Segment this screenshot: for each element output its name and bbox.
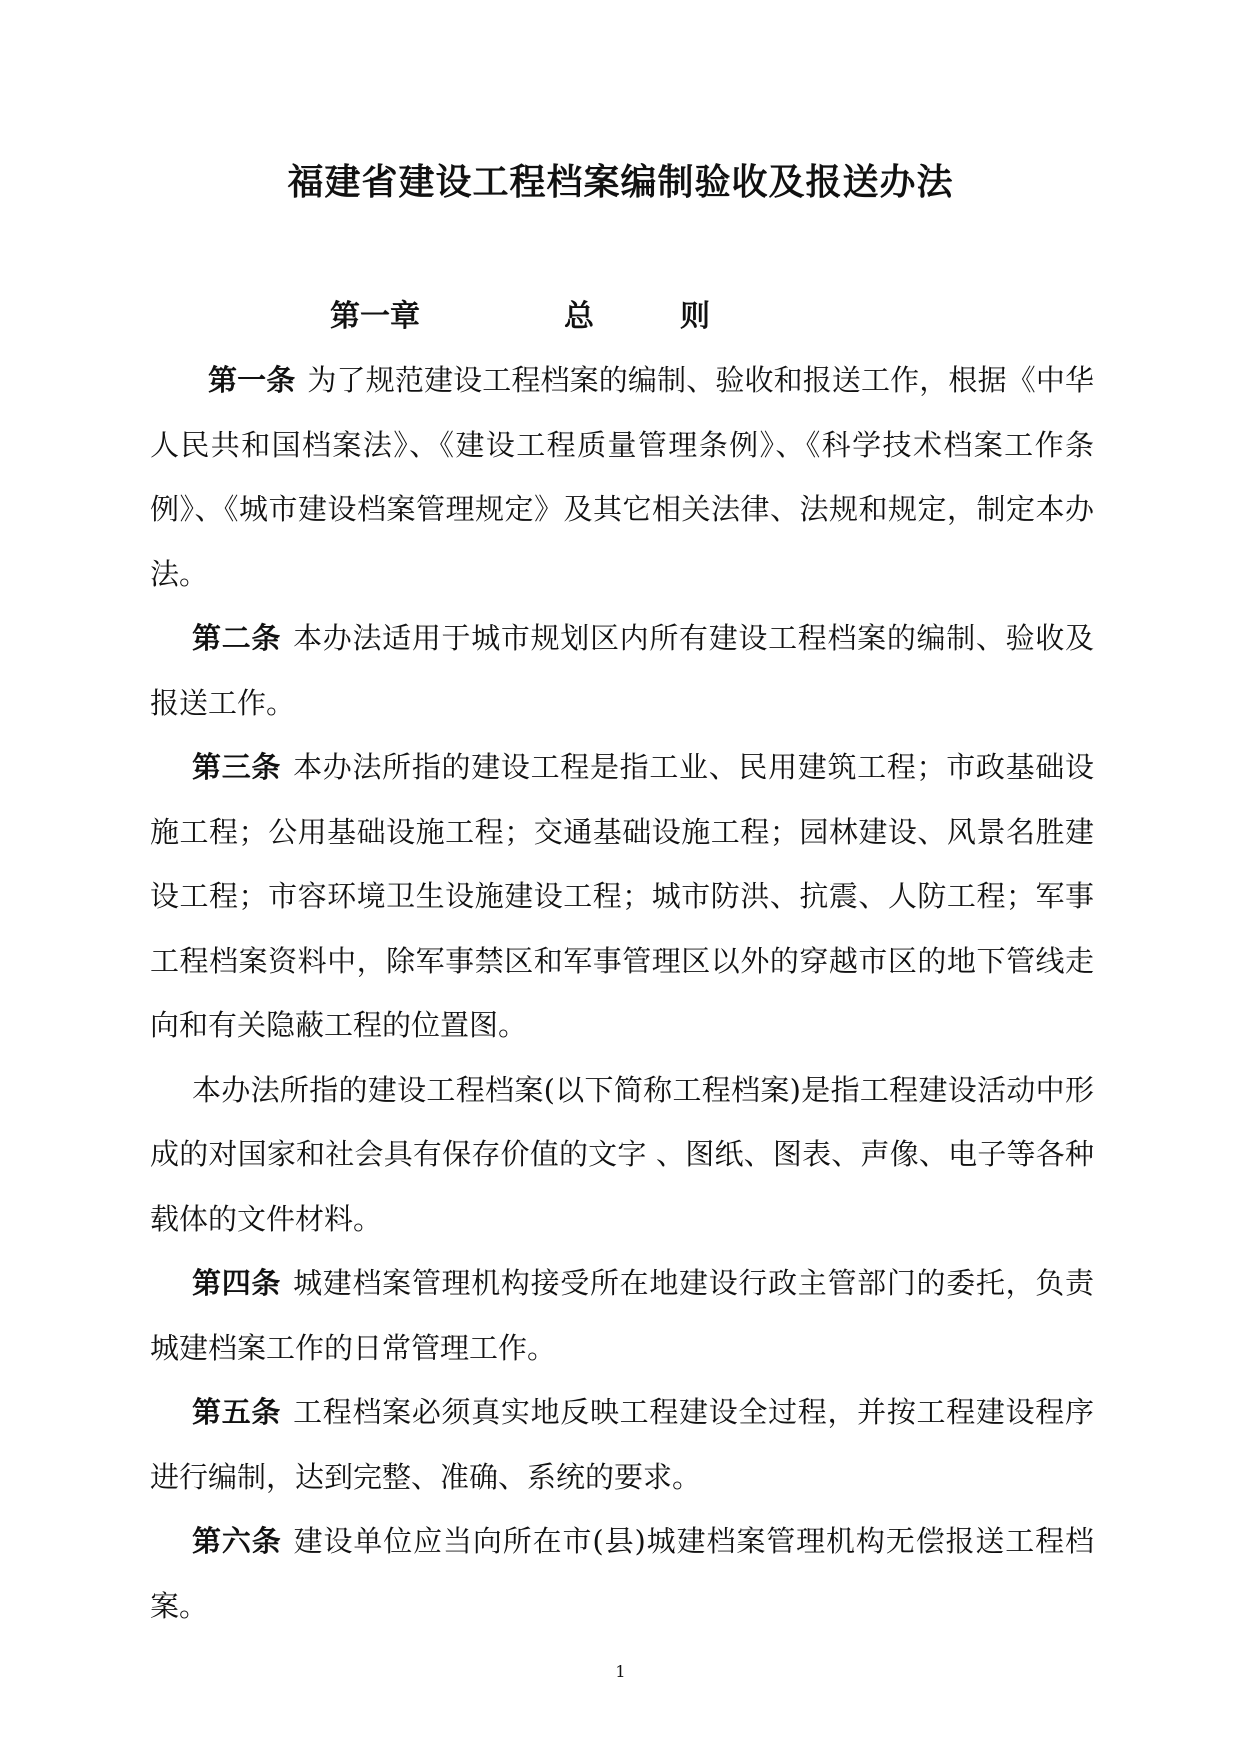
article-2 <box>150 606 1094 735</box>
article-label: 第三条 <box>192 750 282 784</box>
article-3-continuation <box>150 1058 1094 1252</box>
document-body <box>150 348 1094 1638</box>
article-label: 第二条 <box>192 621 282 655</box>
page-number: 1 <box>615 1662 626 1681</box>
chapter-title-part-1: 总 <box>564 299 594 334</box>
article-label: 第一条 <box>208 363 296 397</box>
article-text: 建设单位应当向所在市(县)城建档案管理机构无偿报送工程档案。 <box>150 1524 1094 1623</box>
article-1 <box>150 348 1094 606</box>
article-text: 本办法适用于城市规划区内所有建设工程档案的编制、验收及报送工作。 <box>150 621 1094 720</box>
chapter-number: 第一章 <box>330 299 420 334</box>
article-4 <box>150 1251 1094 1380</box>
document-title: 福建省建设工程档案编制验收及报送办法 <box>287 162 954 203</box>
article-5 <box>150 1380 1094 1509</box>
chapter-heading <box>0 292 1241 342</box>
chapter-title-part-2: 则 <box>680 299 710 334</box>
article-text: 本办法所指的建设工程是指工业、民用建筑工程；市政基础设施工程；公用基础设施工程；交通基础设施工程；园林建设、风景名胜建设工程；市容环境卫生设施建设工程；城市防洪、抗震、人防工程；军事工程档案资料中，除军事禁区和军事管理区以外的穿越市区的地下管线走向和有关隐蔽工程的位置图。 <box>150 750 1094 1042</box>
article-6 <box>150 1509 1094 1638</box>
article-text: 工程档案必须真实地反映工程建设全过程，并按工程建设程序进行编制，达到完整、准确、系统的要求。 <box>150 1395 1094 1494</box>
article-label: 第四条 <box>192 1266 282 1300</box>
article-3 <box>150 735 1094 1058</box>
article-text: 为了规范建设工程档案的编制、验收和报送工作，根据《中华人民共和国档案法》、《建设工程质量管理条例》、《科学技术档案工作条例》、《城市建设档案管理规定》及其它相关法律、法规和规定，制定本办法。 <box>150 363 1094 591</box>
article-label: 第六条 <box>192 1524 282 1558</box>
article-text: 城建档案管理机构接受所在地建设行政主管部门的委托，负责城建档案工作的日常管理工作。 <box>150 1266 1094 1365</box>
paragraph-text: 本办法所指的建设工程档案(以下简称工程档案)是指工程建设活动中形成的对国家和社会具有保存价值的文字 、图纸、图表、声像、电子等各种载体的文件材料。 <box>150 1072 1094 1236</box>
article-label: 第五条 <box>192 1395 282 1429</box>
